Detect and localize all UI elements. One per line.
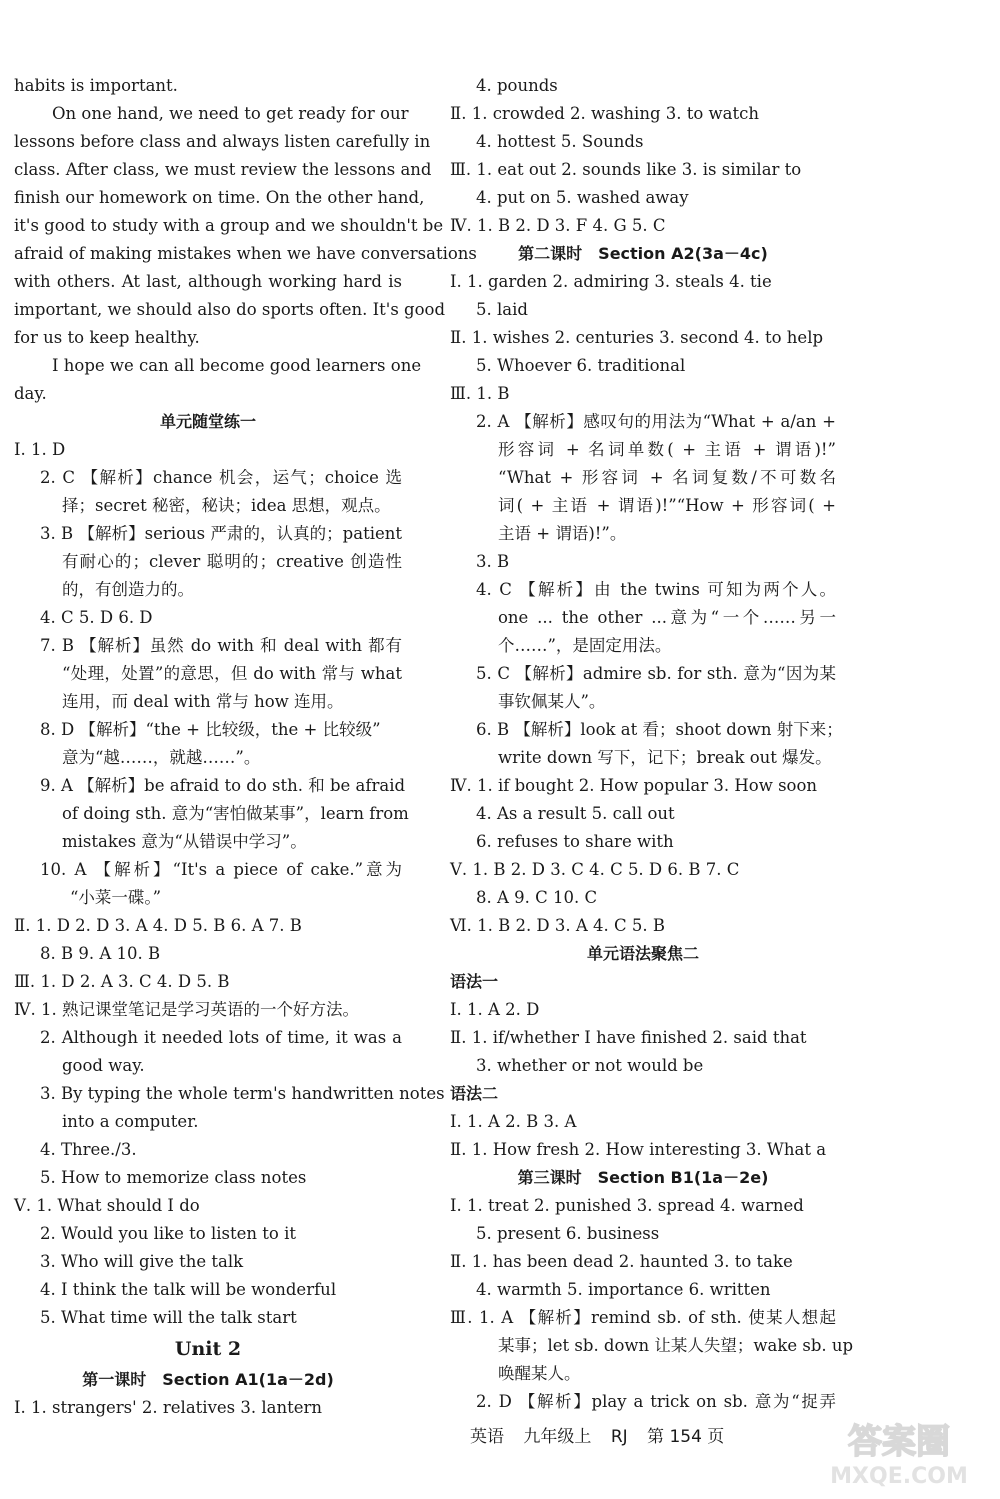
answer-line: Ⅱ. 1. wishes 2. centuries 3. second 4. to help: [450, 328, 824, 347]
essay-line: I hope we can all become good learners one: [52, 356, 422, 375]
watermark-text: 答案圈: [848, 1422, 950, 1462]
answer-line: 的，有创造力的。: [62, 580, 194, 599]
answer-line: Ⅱ. 1. How fresh 2. How interesting 3. What a: [450, 1140, 827, 1159]
answer-line: 4. C 【解析】由 the twins 可知为两个人。: [476, 580, 836, 599]
lesson-heading: 第三课时 Section B1(1a－2e): [517, 1168, 769, 1187]
footer-page-number: 第 154 页: [647, 1427, 725, 1447]
answer-line: 9. A 【解析】be afraid to do sth. 和 be afraid: [40, 776, 406, 795]
answer-line: 意为“越……，就越……”。: [62, 748, 261, 767]
answer-line: Ⅱ. 1. crowded 2. washing 3. to watch: [450, 104, 760, 123]
answer-line: 2. C 【解析】chance 机会，运气；choice 选: [40, 468, 402, 487]
answer-line: 词( + 主语 + 谓语)!”“How + 形容词( +: [498, 496, 836, 515]
watermark-logo: [814, 1411, 984, 1491]
answer-line: 6. refuses to share with: [476, 832, 674, 851]
answer-line: 4. hottest 5. Sounds: [476, 132, 644, 151]
unit-title: Unit 2: [174, 1338, 242, 1360]
essay-line: class. After class, we must review the lessons and: [14, 160, 432, 179]
answer-line: 2. Although it needed lots of time, it was a: [40, 1028, 402, 1047]
answer-line: into a computer.: [62, 1112, 199, 1131]
answer-line: Ⅲ. 1. eat out 2. sounds like 3. is similar to: [450, 160, 802, 179]
answer-line: 3. B 【解析】serious 严肃的，认真的；patient: [40, 524, 402, 543]
answer-line: 7. B 【解析】虽然 do with 和 deal with 都有: [40, 636, 402, 655]
page-footer: [470, 1422, 738, 1447]
answer-line: 4. Three./3.: [40, 1140, 137, 1159]
answer-line: “处理，处置”的意思，但 do with 常与 what: [62, 664, 402, 683]
answer-line: 3. whether or not would be: [476, 1056, 704, 1075]
answer-line: Ⅱ. 1. if/whether I have finished 2. said that: [450, 1028, 807, 1047]
answer-line: 2. Would you like to listen to it: [40, 1224, 296, 1243]
footer-subject: 英语: [470, 1427, 504, 1447]
answer-line: Ⅲ. 1. D 2. A 3. C 4. D 5. B: [14, 972, 230, 991]
watermark-url: MXQE.COM: [830, 1464, 968, 1489]
answer-line: 个……”，是固定用法。: [498, 636, 672, 655]
answer-line: Ⅳ. 1. B 2. D 3. F 4. G 5. C: [450, 216, 666, 235]
lesson-heading: 第二课时 Section A2(3a－4c): [518, 244, 768, 263]
answer-line: 有耐心的；clever 聪明的；creative 创造性: [62, 552, 402, 571]
answer-line: Ⅲ. 1. A 【解析】remind sb. of sth. 使某人想起: [450, 1308, 836, 1327]
answer-line: 4. warmth 5. importance 6. written: [476, 1280, 771, 1299]
answer-line: 4. put on 5. washed away: [476, 188, 689, 207]
answer-line: 5. How to memorize class notes: [40, 1168, 307, 1187]
answer-line: 择；secret 秘密，秘诀；idea 思想，观点。: [62, 496, 391, 515]
answer-line: good way.: [62, 1056, 145, 1075]
answer-line: mistakes 意为“从错误中学习”。: [62, 832, 307, 851]
essay-line: for us to keep healthy.: [14, 328, 200, 347]
answer-line: Ⅰ. 1. A 2. B 3. A: [450, 1112, 577, 1131]
answer-line: 某事；let sb. down 让某人失望；wake sb. up: [498, 1336, 854, 1355]
answer-line: 连用，而 deal with 常与 how 连用。: [62, 692, 344, 711]
answer-line: Ⅴ. 1. What should I do: [14, 1196, 200, 1215]
answer-line: 4. As a result 5. call out: [476, 804, 675, 823]
answer-line: 形容词 + 名词单数( + 主语 + 谓语)!”: [498, 440, 836, 459]
essay-line: finish our homework on time. On the other hand,: [14, 188, 425, 207]
answer-line: 6. B 【解析】look at 看；shoot down 射下来；: [476, 720, 843, 739]
answer-line: Ⅰ. 1. D: [14, 440, 66, 459]
answer-line: 事钦佩某人”。: [498, 692, 606, 711]
answer-line: Ⅰ. 1. A 2. D: [450, 1000, 540, 1019]
answer-line: Ⅰ. 1. treat 2. punished 3. spread 4. warned: [450, 1196, 804, 1215]
answer-line: 5. What time will the talk start: [40, 1308, 297, 1327]
answer-line: 4. C 5. D 6. D: [40, 608, 153, 627]
answer-line: Ⅵ. 1. B 2. D 3. A 4. C 5. B: [450, 916, 666, 935]
answer-line: Ⅲ. 1. B: [450, 384, 510, 403]
answer-line: 5. present 6. business: [476, 1224, 660, 1243]
footer-grade: 九年级上: [523, 1427, 592, 1447]
answer-line: 2. D 【解析】play a trick on sb. 意为“捉弄: [476, 1392, 836, 1411]
right-column: [450, 72, 854, 1416]
answer-line: Ⅰ. 1. garden 2. admiring 3. steals 4. tie: [450, 272, 772, 291]
answer-line: Ⅱ. 1. D 2. D 3. A 4. D 5. B 6. A 7. B: [14, 916, 302, 935]
answer-line: Ⅴ. 1. B 2. D 3. C 4. C 5. D 6. B 7. C: [450, 860, 740, 879]
answer-line: write down 写下，记下；break out 爆发。: [498, 748, 832, 767]
answer-line: 3. Who will give the talk: [40, 1252, 244, 1271]
essay-line: afraid of making mistakes when we have conversations: [14, 244, 477, 263]
essay-line: habits is important.: [14, 76, 178, 95]
answer-line: 5. Whoever 6. traditional: [476, 356, 686, 375]
essay-line: with others. At last, although working hard is: [14, 272, 402, 291]
footer-edition: RJ: [610, 1427, 628, 1447]
section-heading: 单元随堂练一: [159, 412, 256, 431]
grammar-heading: 语法二: [450, 1084, 499, 1103]
answer-line: 4. pounds: [476, 76, 558, 95]
answer-line: 8. A 9. C 10. C: [476, 888, 598, 907]
essay-line: On one hand, we need to get ready for our: [52, 104, 409, 123]
answer-line: 10. A 【解析】“It's a piece of cake.”意为: [40, 860, 402, 879]
answer-line: 2. A 【解析】感叹句的用法为“What + a/an +: [476, 412, 836, 431]
answer-line: 3. B: [476, 552, 510, 571]
answer-line: one ... the other ...意为“一个……另一: [498, 608, 836, 627]
answer-line: 4. I think the talk will be wonderful: [40, 1280, 337, 1299]
section-heading: 单元语法聚焦二: [586, 944, 699, 963]
lesson-heading: 第一课时 Section A1(1a－2d): [82, 1370, 334, 1389]
essay-line: lessons before class and always listen carefully in: [14, 132, 431, 151]
essay-line: it's good to study with a group and we shouldn't be: [14, 216, 444, 235]
answer-line: 5. laid: [476, 300, 528, 319]
answer-line: of doing sth. 意为“害怕做某事”，learn from: [62, 804, 409, 823]
answer-line: 8. B 9. A 10. B: [40, 944, 161, 963]
grammar-heading: 语法一: [450, 972, 499, 991]
answer-line: Ⅳ. 1. 熟记课堂笔记是学习英语的一个好方法。: [14, 1000, 359, 1019]
answer-line: Ⅰ. 1. strangers' 2. relatives 3. lantern: [14, 1398, 323, 1417]
answer-line: Ⅱ. 1. has been dead 2. haunted 3. to take: [450, 1252, 793, 1271]
answer-line: 唤醒某人。: [498, 1364, 581, 1383]
essay-line: day.: [14, 384, 47, 403]
answer-line: 5. C 【解析】admire sb. for sth. 意为“因为某: [476, 664, 836, 683]
answer-line: 主语 + 谓语)!”。: [498, 524, 627, 543]
answer-line: “小菜一碟。”: [70, 888, 162, 907]
answer-line: 3. By typing the whole term's handwritten notes: [40, 1084, 445, 1103]
essay-line: important, we should also do sports often. It's good: [14, 300, 446, 319]
answer-line: Ⅳ. 1. if bought 2. How popular 3. How soon: [450, 776, 818, 795]
answer-line: “What + 形容词 + 名词复数/不可数名: [498, 468, 836, 487]
answer-line: 8. D 【解析】“the + 比较级，the + 比较级”: [40, 720, 381, 739]
